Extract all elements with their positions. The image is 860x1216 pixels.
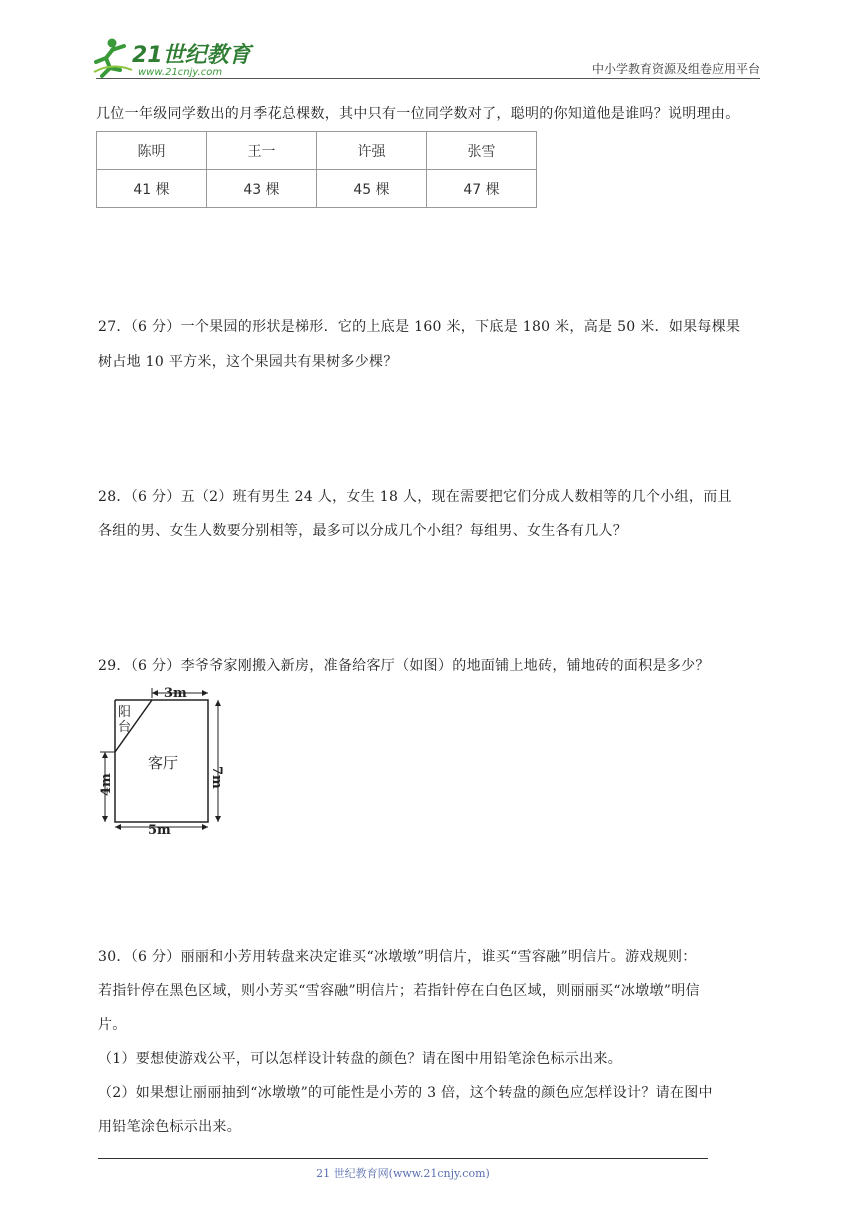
table-cell: 41 棵 — [97, 170, 207, 208]
q29-text: 29．（6 分）李爷爷家刚搬入新房，准备给客厅（如图）的地面铺上地砖，铺地砖的面积是多少？ — [98, 658, 710, 674]
balcony-label: 阳 台 — [118, 705, 132, 735]
table-cell: 许强 — [317, 132, 427, 170]
q30-line3: 片。 — [98, 1017, 127, 1033]
table-row — [97, 170, 537, 208]
q26-text: 几位一年级同学数出的月季花总棵数，其中只有一位同学数对了，聪明的你知道他是谁吗？说明理由。 — [96, 106, 740, 122]
left-dimension: 4m — [99, 773, 114, 796]
runner-icon — [94, 39, 132, 77]
footer-divider — [98, 1158, 708, 1159]
q30-line1: 30．（6 分）丽丽和小芳用转盘来决定谁买“冰墩墩”明信片，谁买“雪容融”明信片。游戏规则： — [98, 949, 697, 965]
platform-label: 中小学教育资源及组卷应用平台 — [591, 62, 760, 76]
footer-text: 21 世纪教育网(www.21cnjy.com) — [316, 1167, 490, 1180]
q28-line1: 28．（6 分）五（2）班有男生 24 人，女生 18 人，现在需要把它们分成人数相等的几个小组，而且 — [98, 489, 732, 505]
count-table — [96, 131, 537, 208]
q27-line1: 27．（6 分）一个果园的形状是梯形．它的上底是 160 米，下底是 180 米，高是 50 米．如果每棵果 — [98, 319, 741, 335]
q30-line2: 若指针停在黑色区域，则小芳买“雪容融”明信片；若指针停在白色区域，则丽丽买“冰墩墩”明信 — [98, 983, 700, 999]
bottom-dimension: 5m — [148, 823, 171, 836]
table-cell: 47 棵 — [427, 170, 537, 208]
logo-url: www.21cnjy.com — [138, 67, 223, 78]
table-cell: 张雪 — [427, 132, 537, 170]
q30-sub1: （1）要想使游戏公平，可以怎样设计转盘的颜色？请在图中用铅笔涂色标示出来。 — [98, 1051, 623, 1067]
table-row — [97, 132, 537, 170]
q30-sub2-line2: 用铅笔涂色标示出来。 — [98, 1119, 241, 1135]
floor-plan-diagram — [98, 684, 228, 836]
q28-line2: 各组的男、女生人数要分别相等，最多可以分成几个小组？每组男、女生各有几人？ — [98, 523, 628, 539]
table-cell: 陈明 — [97, 132, 207, 170]
table-cell: 43 棵 — [207, 170, 317, 208]
living-room-label: 客厅 — [148, 754, 179, 772]
q27-line2: 树占地 10 平方米，这个果园共有果树多少棵？ — [98, 354, 398, 370]
top-dimension: 3m — [164, 686, 187, 701]
table-cell: 王一 — [207, 132, 317, 170]
right-dimension: 7m — [209, 766, 224, 789]
site-logo — [92, 32, 262, 80]
logo-text: 21世纪教育 — [132, 43, 251, 68]
table-cell: 45 棵 — [317, 170, 427, 208]
q30-sub2-line1: （2）如果想让丽丽抽到“冰墩墩”的可能性是小芳的 3 倍，这个转盘的颜色应怎样设计？请在图中 — [98, 1085, 713, 1101]
header-divider — [96, 78, 760, 79]
